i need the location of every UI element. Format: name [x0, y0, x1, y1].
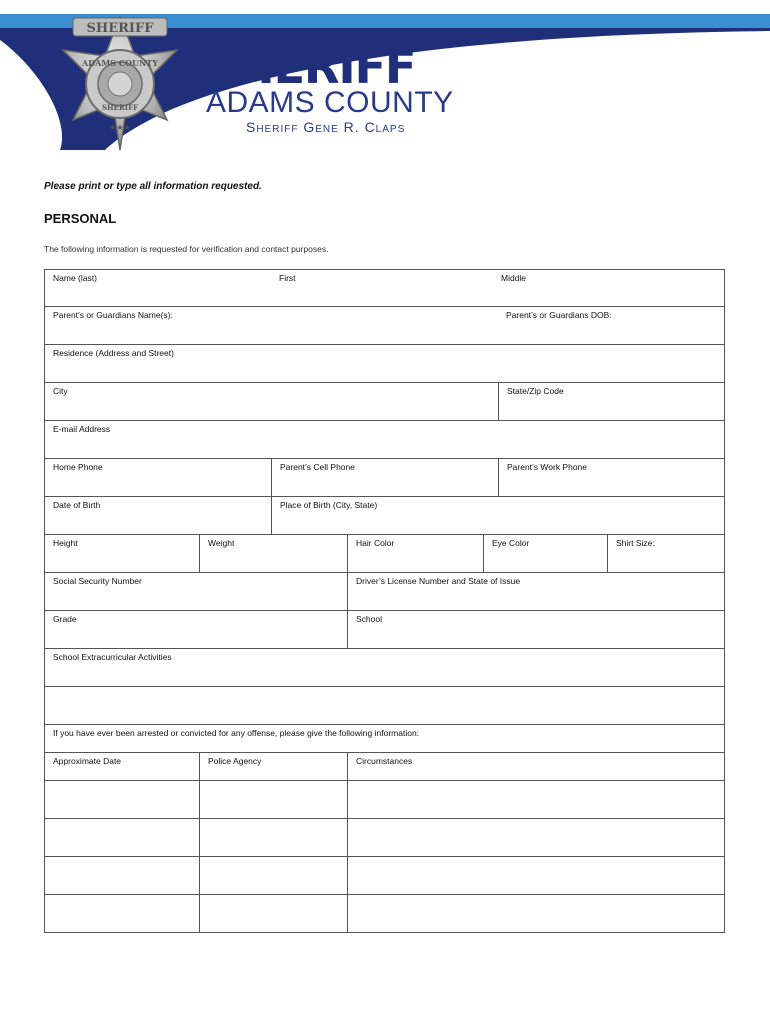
field-label: Name (last)	[53, 273, 97, 283]
svg-text:ADAMS COUNTY: ADAMS COUNTY	[81, 58, 159, 68]
police-agency-header	[199, 753, 347, 780]
field-label: Parent’s Work Phone	[507, 462, 588, 472]
form-row-arrest-prompt	[44, 725, 725, 753]
form-row-guardian	[44, 307, 725, 345]
extracurricular-continued-field[interactable]	[45, 687, 726, 724]
field-label: State/Zip Code	[507, 386, 564, 396]
height-field[interactable]	[45, 535, 199, 572]
approx-date-header	[45, 753, 199, 780]
dob-field[interactable]	[45, 497, 271, 534]
city-field[interactable]	[45, 383, 498, 420]
sheriff-name: Sheriff Gene R. Claps	[246, 119, 406, 135]
guardian-names-field[interactable]	[45, 307, 498, 344]
field-label: Social Security Number	[53, 576, 142, 586]
field-label: City	[53, 386, 68, 396]
approx-date-cell[interactable]	[45, 895, 199, 932]
header-banner	[0, 0, 770, 150]
middle-name-field[interactable]	[493, 270, 726, 306]
field-label: If you have ever been arrested or convicted for any offense, please give the following information:	[53, 728, 420, 738]
home-phone-field[interactable]	[45, 459, 271, 496]
police-agency-cell[interactable]	[199, 781, 347, 818]
police-agency-cell[interactable]	[199, 895, 347, 932]
police-agency-cell[interactable]	[199, 857, 347, 894]
section-title: PERSONAL	[44, 211, 117, 226]
field-label: Shirt Size:	[616, 538, 655, 548]
police-agency-cell[interactable]	[199, 819, 347, 856]
ssn-field[interactable]	[45, 573, 347, 610]
residence-field[interactable]	[45, 345, 726, 382]
sheriff-badge-icon	[45, 8, 195, 158]
personal-info-form	[44, 269, 725, 933]
field-label: Grade	[53, 614, 77, 624]
field-label: Height	[53, 538, 78, 548]
circumstances-cell[interactable]	[347, 781, 726, 818]
circumstances-cell[interactable]	[347, 895, 726, 932]
weight-field[interactable]	[199, 535, 347, 572]
svg-text:SHERIFF: SHERIFF	[101, 103, 139, 112]
grade-field[interactable]	[45, 611, 347, 648]
field-label: Residence (Address and Street)	[53, 348, 174, 358]
column-header: Approximate Date	[53, 756, 122, 766]
cell-phone-field[interactable]	[271, 459, 498, 496]
column-header: Circumstances	[356, 756, 413, 766]
arrest-table-row	[44, 781, 725, 819]
field-label: Home Phone	[53, 462, 103, 472]
approx-date-cell[interactable]	[45, 819, 199, 856]
approx-date-cell[interactable]	[45, 857, 199, 894]
state-zip-field[interactable]	[498, 383, 726, 420]
arrest-table-header	[44, 753, 725, 781]
svg-text:SHERIFF: SHERIFF	[86, 21, 154, 36]
svg-text:★★★: ★★★	[109, 123, 131, 132]
license-field[interactable]	[347, 573, 726, 610]
eye-color-field[interactable]	[483, 535, 607, 572]
field-label: School Extracurricular Activities	[53, 652, 172, 662]
field-label: E-mail Address	[53, 424, 111, 434]
circumstances-header	[347, 753, 726, 780]
form-instruction: Please print or type all information requested.	[44, 181, 262, 192]
hair-color-field[interactable]	[347, 535, 483, 572]
field-label: Driver’s License Number and State of Issue	[356, 576, 521, 586]
field-label: Middle	[501, 273, 527, 283]
first-name-field[interactable]	[271, 270, 493, 306]
work-phone-field[interactable]	[498, 459, 726, 496]
field-label: Date of Birth	[53, 500, 101, 510]
field-label: Hair Color	[356, 538, 395, 548]
field-label: Parent’s or Guardians DOB:	[506, 310, 612, 320]
field-label: Parent’s Cell Phone	[280, 462, 355, 472]
field-label: First	[279, 273, 296, 283]
school-field[interactable]	[347, 611, 726, 648]
form-row-residence	[44, 345, 725, 383]
agency-title: SHERIFF	[204, 40, 416, 94]
circumstances-cell[interactable]	[347, 857, 726, 894]
form-row-ids	[44, 573, 725, 611]
field-label: School	[356, 614, 382, 624]
name-last-field[interactable]	[45, 270, 271, 306]
arrest-table-row	[44, 819, 725, 857]
form-row-email	[44, 421, 725, 459]
form-row-physical	[44, 535, 725, 573]
shirt-size-field[interactable]	[607, 535, 726, 572]
guardian-dob-field[interactable]	[498, 307, 726, 344]
form-row-phones	[44, 459, 725, 497]
circumstances-cell[interactable]	[347, 819, 726, 856]
column-header: Police Agency	[208, 756, 262, 766]
county-title: ADAMS COUNTY	[206, 86, 454, 119]
form-row-school	[44, 611, 725, 649]
field-label: Place of Birth (City, State)	[280, 500, 378, 510]
arrest-table-row	[44, 895, 725, 933]
form-row-city	[44, 383, 725, 421]
form-row-birth	[44, 497, 725, 535]
field-label: Weight	[208, 538, 235, 548]
section-note: The following information is requested for verification and contact purposes.	[44, 244, 329, 254]
form-row-extracurricular-continued	[44, 687, 725, 725]
place-of-birth-field[interactable]	[271, 497, 726, 534]
arrest-prompt	[45, 725, 726, 752]
arrest-table-row	[44, 857, 725, 895]
approx-date-cell[interactable]	[45, 781, 199, 818]
form-row-extracurricular	[44, 649, 725, 687]
form-row-name	[44, 269, 725, 307]
field-label: Parent’s or Guardians Name(s):	[53, 310, 173, 320]
field-label: Eye Color	[492, 538, 530, 548]
extracurricular-field[interactable]	[45, 649, 726, 686]
email-field[interactable]	[45, 421, 726, 458]
